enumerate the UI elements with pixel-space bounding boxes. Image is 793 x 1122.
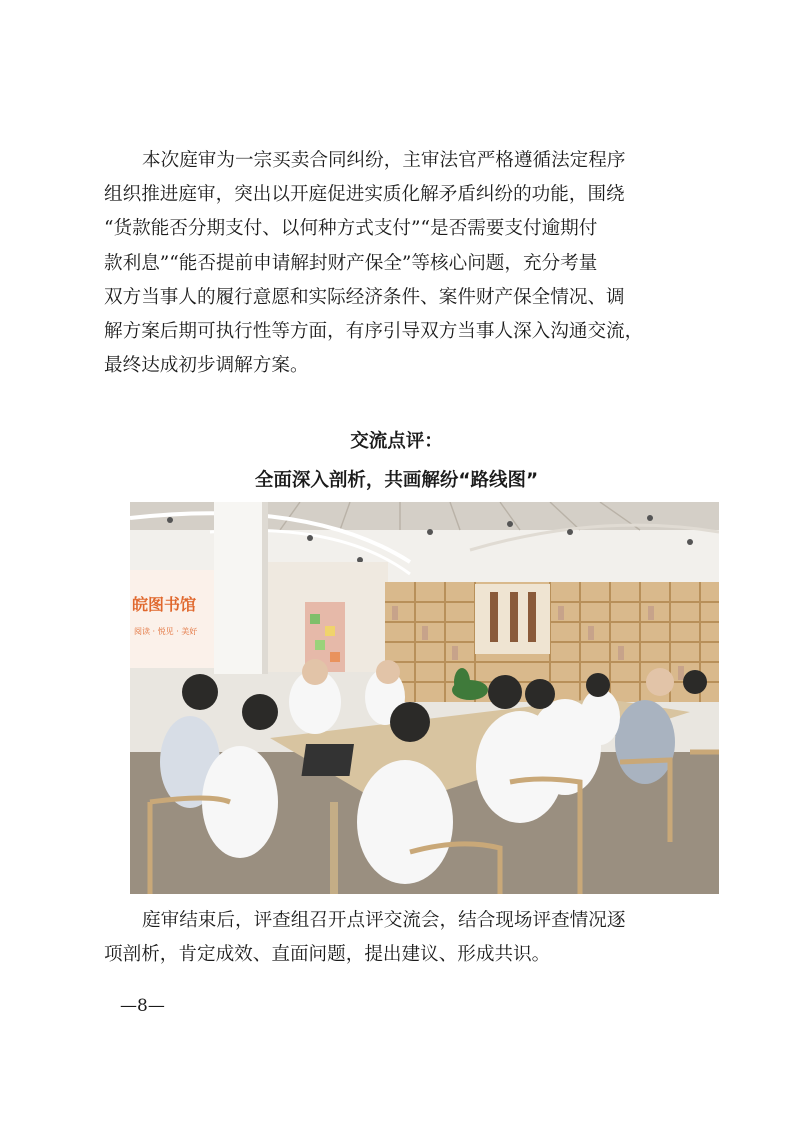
paragraph-line: 最终达成初步调解方案。: [104, 355, 309, 377]
body-paragraph-1: [104, 144, 690, 383]
section-subheading: 全面深入剖析，共画解纷“路线图”: [254, 470, 539, 491]
paragraph-line: 组织推进庭审，突出以开庭促进实质化解矛盾纠纷的功能，围绕: [104, 184, 625, 206]
section-heading: 交流点评：: [350, 431, 443, 452]
svg-text:阅读 · 悦见 · 美好: 阅读 · 悦见 · 美好: [134, 627, 198, 636]
meeting-photo: [130, 502, 719, 894]
svg-text:皖图书馆: 皖图书馆: [132, 595, 197, 614]
paragraph-line: 解方案后期可执行性等方面，有序引导双方当事人深入沟通交流，: [104, 320, 644, 342]
paragraph-line: 项剖析，肯定成效、直面问题，提出建议、形成共识。: [104, 944, 551, 966]
paragraph-line: 本次庭审为一宗买卖合同纠纷，主审法官严格遵循法定程序: [142, 150, 626, 171]
paragraph-line: 款利息”“能否提前申请解封财产保全”等核心问题，充分考量: [104, 252, 598, 274]
paragraph-line: “货款能否分期支付、以何种方式支付”“是否需要支付逾期付: [104, 218, 598, 240]
body-paragraph-2: [104, 904, 690, 972]
page-number: —8—: [120, 996, 165, 1016]
paragraph-line: 庭审结束后，评查组召开点评交流会，结合现场评查情况逐: [142, 910, 626, 931]
paragraph-line: 双方当事人的履行意愿和实际经济条件、案件财产保全情况、调: [104, 286, 625, 308]
